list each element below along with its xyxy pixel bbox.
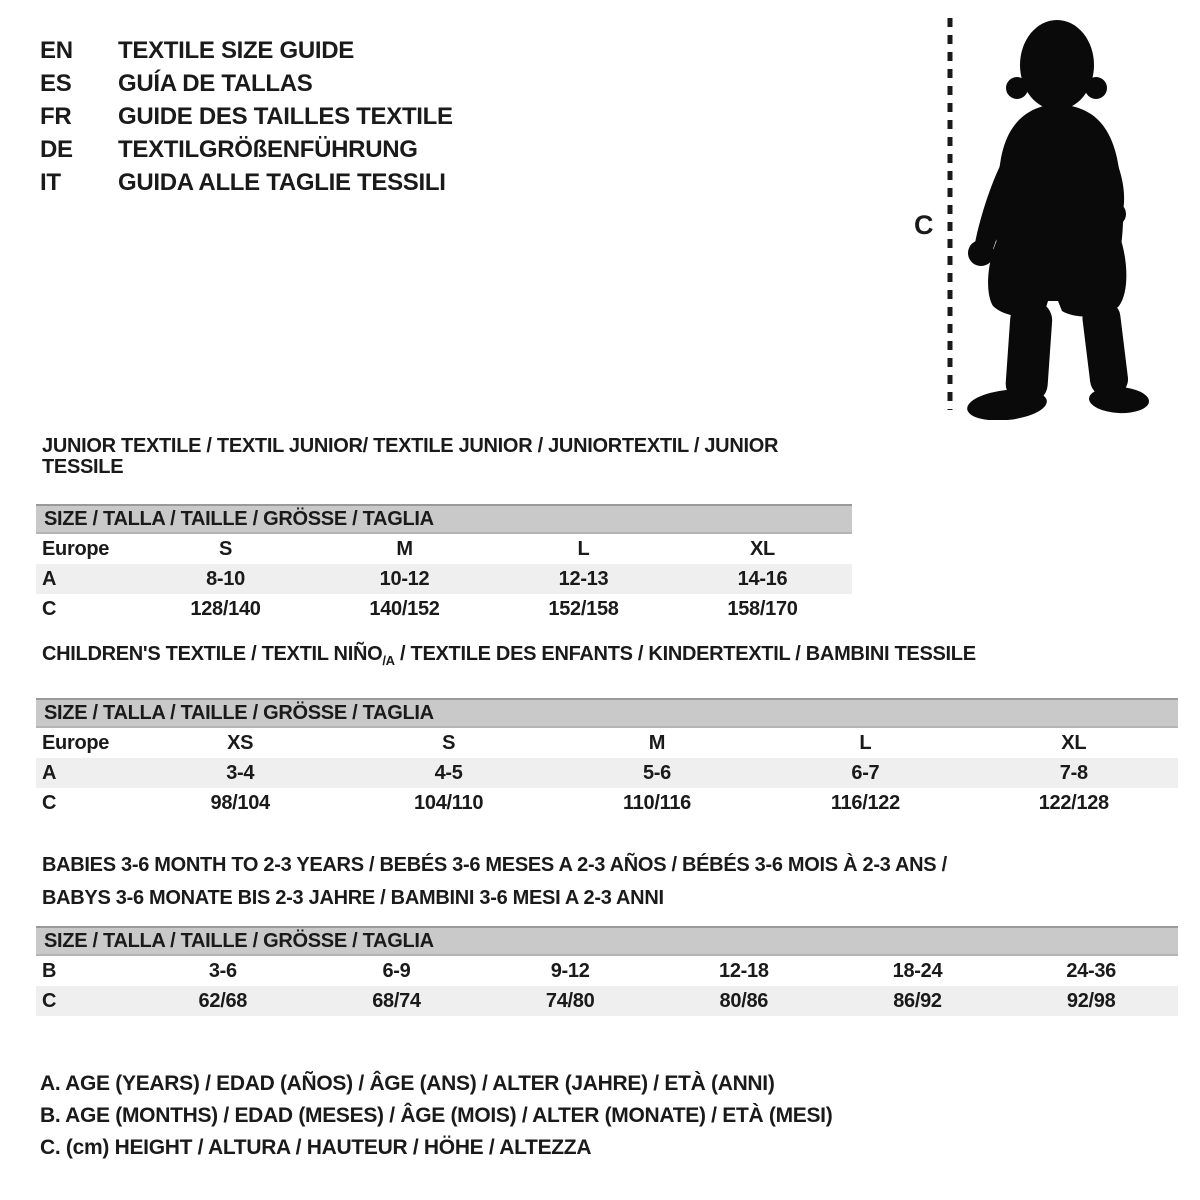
size-cell: 104/110 <box>414 791 484 814</box>
table-row <box>36 534 852 564</box>
size-cell: L <box>859 731 872 754</box>
size-cell: 24-36 <box>1066 959 1116 982</box>
children-section-title <box>36 644 1178 671</box>
size-cell: XL <box>1061 731 1087 754</box>
junior-section-title: JUNIOR TEXTILE / TEXTIL JUNIOR/ TEXTILE JUNIOR / JUNIORTEXTIL / JUNIOR TESSILE <box>42 435 779 478</box>
size-cell: 116/122 <box>830 791 900 814</box>
size-cell: 86/92 <box>893 989 942 1012</box>
language-code: DE <box>40 135 73 163</box>
row-label: A <box>42 567 57 590</box>
size-cell: 6-9 <box>382 959 411 982</box>
row-label: A <box>42 761 57 784</box>
language-row-fr <box>40 100 453 133</box>
babies-section-title <box>36 849 1178 915</box>
babies-title-line1: BABIES 3-6 MONTH TO 2-3 YEARS / BEBÉS 3-6 MESES A 2-3 AÑOS / BÉBÉS 3-6 MOIS À 2-3 ANS / <box>42 854 947 876</box>
footnote-b: B. AGE (MONTHS) / EDAD (MESES) / ÂGE (MOIS) / ALTER (MONATE) / ETÀ (MESI) <box>40 1104 833 1127</box>
language-title: GUIDE DES TAILLES TEXTILE <box>118 102 453 130</box>
children-title-subscript: /A <box>382 653 395 668</box>
size-cell: 4-5 <box>434 761 463 784</box>
size-cell: M <box>648 731 666 754</box>
row-label: C <box>42 989 57 1012</box>
size-cell: 74/80 <box>545 989 595 1012</box>
size-header-label: SIZE / TALLA / TAILLE / GRÖSSE / TAGLIA <box>44 701 434 724</box>
footnotes <box>40 1068 832 1164</box>
row-label: Europe <box>42 731 110 754</box>
children-title-pre: CHILDREN'S TEXTILE / TEXTIL NIÑO <box>42 643 383 665</box>
table-row <box>36 986 1178 1016</box>
table-row <box>36 594 852 624</box>
size-cell: 158/170 <box>727 597 798 620</box>
size-cell: S <box>442 731 456 754</box>
size-cell: XL <box>750 537 775 560</box>
language-title: GUÍA DE TALLAS <box>118 69 313 97</box>
toddler-silhouette <box>966 20 1150 420</box>
size-cell: 12-18 <box>719 959 769 982</box>
size-cell: 18-24 <box>892 959 943 982</box>
size-cell: 152/158 <box>548 597 619 620</box>
language-code: IT <box>40 168 61 196</box>
size-cell: 5-6 <box>642 761 671 784</box>
babies-size-header-bar <box>36 926 1178 956</box>
language-code: FR <box>40 102 72 130</box>
row-label: B <box>42 959 57 982</box>
size-cell: S <box>218 537 233 560</box>
footnote-a: A. AGE (YEARS) / EDAD (AÑOS) / ÂGE (ANS) / ALTER (JAHRE) / ETÀ (ANNI) <box>40 1072 775 1095</box>
language-title: TEXTILE SIZE GUIDE <box>118 36 354 64</box>
size-header-label: SIZE / TALLA / TAILLE / GRÖSSE / TAGLIA <box>44 507 434 530</box>
size-cell: 12-13 <box>558 567 609 590</box>
language-list <box>40 34 453 199</box>
children-title-post: / TEXTILE DES ENFANTS / KINDERTEXTIL / BAMBINI TESSILE <box>394 643 976 665</box>
language-code: ES <box>40 69 72 97</box>
language-row-es <box>40 67 453 100</box>
footnote-c: C. (cm) HEIGHT / ALTURA / HAUTEUR / HÖHE / ALTEZZA <box>40 1136 592 1159</box>
language-row-en <box>40 34 453 67</box>
children-size-header-bar <box>36 698 1178 728</box>
size-header-label: SIZE / TALLA / TAILLE / GRÖSSE / TAGLIA <box>44 929 434 952</box>
size-cell: 128/140 <box>190 597 261 620</box>
language-row-it <box>40 166 453 199</box>
size-cell: 3-4 <box>226 761 255 784</box>
size-cell: 80/86 <box>719 989 769 1012</box>
row-label: C <box>42 597 57 620</box>
babies-title-line2: BABYS 3-6 MONATE BIS 2-3 JAHRE / BAMBINI 3-6 MESI A 2-3 ANNI <box>42 887 664 909</box>
size-cell: 10-12 <box>379 567 430 590</box>
babies-section <box>36 849 1178 1016</box>
table-row <box>36 758 1178 788</box>
size-cell: L <box>577 537 590 560</box>
size-cell: 68/74 <box>372 989 421 1012</box>
junior-size-header-bar <box>36 504 852 534</box>
table-row <box>36 728 1178 758</box>
row-label: C <box>42 791 57 814</box>
size-cell: 14-16 <box>737 567 788 590</box>
measure-label-c: C <box>914 210 934 240</box>
size-cell: 140/152 <box>369 597 440 620</box>
size-cell: 110/116 <box>622 791 691 814</box>
row-label: Europe <box>42 537 110 560</box>
size-cell: 6-7 <box>851 761 880 784</box>
size-cell: XS <box>227 731 254 754</box>
height-measure-figure <box>895 8 1155 420</box>
size-cell: 62/68 <box>198 989 248 1012</box>
language-title: GUIDA ALLE TAGLIE TESSILI <box>118 168 446 196</box>
toddler-silhouette-icon <box>895 8 1155 420</box>
junior-section <box>36 436 852 624</box>
language-title: TEXTILGRÖßENFÜHRUNG <box>118 135 418 163</box>
size-cell: 122/128 <box>1038 791 1109 814</box>
size-cell: M <box>396 537 413 560</box>
size-cell: 9-12 <box>550 959 590 982</box>
language-row-de <box>40 133 453 166</box>
size-cell: 92/98 <box>1066 989 1116 1012</box>
table-row <box>36 788 1178 818</box>
children-section <box>36 644 1178 818</box>
language-code: EN <box>40 36 73 64</box>
size-cell: 3-6 <box>208 959 237 982</box>
table-row <box>36 956 1178 986</box>
size-cell: 98/104 <box>210 791 270 814</box>
size-cell: 7-8 <box>1059 761 1088 784</box>
table-row <box>36 564 852 594</box>
size-cell: 8-10 <box>206 567 245 590</box>
